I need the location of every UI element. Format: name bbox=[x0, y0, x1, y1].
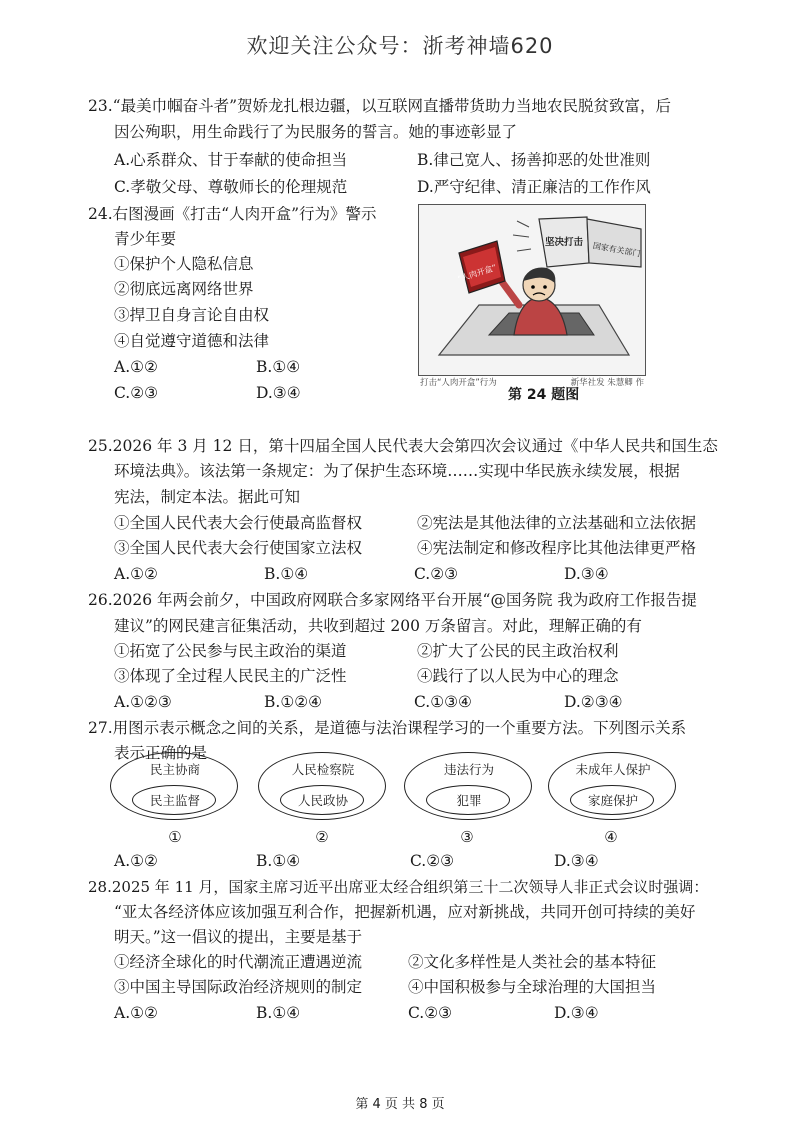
q26-item-3: ③体现了全过程人民民主的广泛性 bbox=[114, 667, 347, 685]
diagram-2-outer-label: 人民检察院 bbox=[291, 762, 355, 777]
q27-diagram-1 bbox=[110, 752, 240, 822]
cartoon-fist-label: 坚决打击 bbox=[545, 237, 584, 248]
q26-stem-line2: 建议”的网民建言征集活动，共收到超过 200 万条留言。对此，理解正确的有 bbox=[114, 617, 642, 635]
diagram-1-outer-label: 民主协商 bbox=[149, 762, 200, 777]
q27-stem-line1: 27.用图示表示概念之间的关系，是道德与法治课程学习的一个重要方法。下列图示关系 bbox=[88, 719, 687, 737]
q28-option-c[interactable]: C.②③ bbox=[408, 1004, 453, 1022]
diagram-1-number: ① bbox=[168, 828, 182, 846]
q24-option-b[interactable]: B.①④ bbox=[256, 358, 301, 376]
q25-item-4: ④宪法制定和修改程序比其他法律更严格 bbox=[417, 539, 697, 557]
q24-figure-caption: 第 24 题图 bbox=[508, 387, 580, 403]
q23-stem-line2: 因公殉职，用生命践行了为民服务的誓言。她的事迹彰显了 bbox=[114, 123, 518, 141]
q24-option-d[interactable]: D.③④ bbox=[256, 384, 301, 402]
q23-option-c[interactable]: C.孝敬父母、尊敬师长的伦理规范 bbox=[114, 178, 348, 196]
cartoon-book-label: “人肉开盒” bbox=[456, 262, 498, 284]
page-footer: 第 4 页 共 8 页 bbox=[355, 1097, 445, 1112]
q25-stem-line3: 宪法，制定本法。据此可知 bbox=[114, 488, 301, 506]
cartoon-caption-left: 打击“人肉开盒”行为 bbox=[420, 378, 497, 388]
q28-item-3: ③中国主导国际政治经济规则的制定 bbox=[114, 978, 363, 996]
diagram-4-outer-label: 未成年人保护 bbox=[575, 762, 651, 777]
page-header-title: 欢迎关注公众号：浙考神墙620 bbox=[246, 34, 554, 58]
q24-item-1: ①保护个人隐私信息 bbox=[114, 255, 254, 273]
q26-item-2: ②扩大了公民的民主政治权利 bbox=[417, 642, 619, 660]
q26-item-1: ①拓宽了公民参与民主政治的渠道 bbox=[114, 642, 347, 660]
q28-option-a[interactable]: A.①② bbox=[114, 1004, 158, 1022]
diagram-3-number: ③ bbox=[460, 828, 474, 846]
cartoon-illustration bbox=[419, 205, 645, 375]
q27-option-c[interactable]: C.②③ bbox=[410, 852, 455, 870]
diagram-4-number: ④ bbox=[604, 828, 618, 846]
q28-item-4: ④中国积极参与全球治理的大国担当 bbox=[408, 978, 657, 996]
q24-stem-line1: 24.右图漫画《打击“人肉开盒”行为》警示 bbox=[88, 205, 377, 223]
q28-option-b[interactable]: B.①④ bbox=[256, 1004, 301, 1022]
diagram-4-inner-label: 家庭保护 bbox=[587, 793, 638, 808]
q25-option-b[interactable]: B.①④ bbox=[264, 565, 309, 583]
q27-diagram-3 bbox=[404, 752, 534, 822]
q25-item-3: ③全国人民代表大会行使国家立法权 bbox=[114, 539, 363, 557]
q27-stem-line2: 表示正确的是 bbox=[114, 744, 208, 762]
q28-stem-line3: 明天。”这一倡议的提出，主要是基于 bbox=[114, 928, 363, 946]
q26-option-c[interactable]: C.①③④ bbox=[414, 693, 472, 711]
q24-cartoon bbox=[418, 204, 646, 376]
q27-diagram-2 bbox=[258, 752, 388, 822]
q25-option-a[interactable]: A.①② bbox=[114, 565, 158, 583]
q27-option-a[interactable]: A.①② bbox=[114, 852, 158, 870]
q27-option-b[interactable]: B.①④ bbox=[256, 852, 301, 870]
q26-stem-line1: 26.2026 年两会前夕，中国政府网联合多家网络平台开展“@国务院 我为政府工作报告提 bbox=[88, 591, 697, 609]
q23-option-d[interactable]: D.严守纪律、清正廉洁的工作作风 bbox=[417, 178, 651, 196]
diagram-3-outer-label: 违法行为 bbox=[443, 762, 494, 777]
q26-option-a[interactable]: A.①②③ bbox=[114, 693, 172, 711]
diagram-3-inner-label: 犯罪 bbox=[456, 793, 482, 808]
q25-item-1: ①全国人民代表大会行使最高监督权 bbox=[114, 514, 363, 532]
q23-stem-line1: 23.“最美巾帼奋斗者”贺娇龙扎根边疆，以互联网直播带货助力当地农民脱贫致富，后 bbox=[88, 97, 672, 115]
q25-option-c[interactable]: C.②③ bbox=[414, 565, 459, 583]
q26-option-d[interactable]: D.②③④ bbox=[564, 693, 623, 711]
q25-option-d[interactable]: D.③④ bbox=[564, 565, 609, 583]
q28-stem-line2: “亚太各经济体应该加强互利合作，把握新机遇，应对新挑战，共同开创可持续的美好 bbox=[114, 903, 696, 921]
q23-option-b[interactable]: B.律己宽人、扬善抑恶的处世准则 bbox=[417, 151, 651, 169]
q24-option-a[interactable]: A.①② bbox=[114, 358, 158, 376]
q24-option-c[interactable]: C.②③ bbox=[114, 384, 159, 402]
q25-stem-line2: 环境法典》。该法第一条规定：为了保护生态环境……实现中华民族永续发展，根据 bbox=[114, 462, 680, 480]
q26-item-4: ④践行了以人民为中心的理念 bbox=[417, 667, 619, 685]
q25-item-2: ②宪法是其他法律的立法基础和立法依据 bbox=[417, 514, 697, 532]
diagram-2-inner-label: 人民政协 bbox=[297, 793, 348, 808]
q25-stem-line1: 25.2026 年 3 月 12 日，第十四届全国人民代表大会第四次会议通过《中华人民共和国生态 bbox=[88, 437, 718, 455]
q24-stem-line2: 青少年要 bbox=[114, 230, 177, 248]
cartoon-sleeve-label: 国家有关部门 bbox=[592, 241, 642, 259]
q24-item-2: ②彻底远离网络世界 bbox=[114, 280, 254, 298]
cartoon-caption-right: 新华社发 朱慧卿 作 bbox=[570, 378, 644, 388]
q28-option-d[interactable]: D.③④ bbox=[554, 1004, 599, 1022]
q23-option-a[interactable]: A.心系群众、甘于奉献的使命担当 bbox=[114, 151, 348, 169]
q28-item-2: ②文化多样性是人类社会的基本特征 bbox=[408, 953, 657, 971]
q26-option-b[interactable]: B.①②④ bbox=[264, 693, 323, 711]
diagram-2-number: ② bbox=[315, 828, 329, 846]
q24-item-3: ③捍卫自身言论自由权 bbox=[114, 306, 270, 324]
diagram-1-inner-label: 民主监督 bbox=[149, 793, 200, 808]
q24-item-4: ④自觉遵守道德和法律 bbox=[114, 332, 270, 350]
q27-diagram-4 bbox=[548, 752, 678, 822]
q28-stem-line1: 28.2025 年 11 月，国家主席习近平出席亚太经合组织第三十二次领导人非正式会议时强调： bbox=[88, 878, 709, 896]
q27-option-d[interactable]: D.③④ bbox=[554, 852, 599, 870]
q28-item-1: ①经济全球化的时代潮流正遭遇逆流 bbox=[114, 953, 363, 971]
